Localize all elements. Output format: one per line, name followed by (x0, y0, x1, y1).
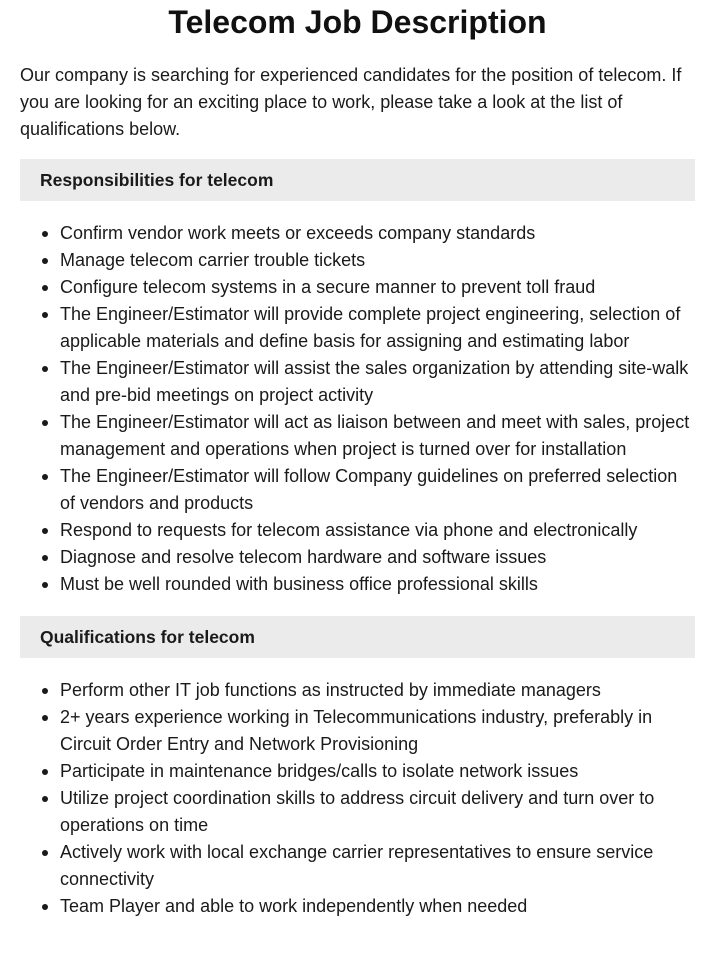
list-item: Configure telecom systems in a secure manner to prevent toll fraud (60, 274, 695, 301)
list-item: The Engineer/Estimator will assist the sales organization by attending site-walk and pre-bid meetings on project activity (60, 355, 695, 409)
list-item: Perform other IT job functions as instructed by immediate managers (60, 677, 695, 704)
list-item: Team Player and able to work independently when needed (60, 893, 695, 920)
responsibilities-heading: Responsibilities for telecom (20, 159, 695, 201)
list-item: Must be well rounded with business office professional skills (60, 571, 695, 598)
list-item: Manage telecom carrier trouble tickets (60, 247, 695, 274)
list-item: Actively work with local exchange carrier representatives to ensure service connectivity (60, 839, 695, 893)
list-item: Confirm vendor work meets or exceeds company standards (60, 220, 695, 247)
list-item: Participate in maintenance bridges/calls to isolate network issues (60, 758, 695, 785)
list-item: Respond to requests for telecom assistance via phone and electronically (60, 517, 695, 544)
qualifications-heading: Qualifications for telecom (20, 616, 695, 658)
list-item: Diagnose and resolve telecom hardware and software issues (60, 544, 695, 571)
qualifications-list (20, 677, 695, 920)
list-item: Utilize project coordination skills to address circuit delivery and turn over to operations on time (60, 785, 695, 839)
page-title: Telecom Job Description (168, 4, 547, 40)
list-item: 2+ years experience working in Telecommunications industry, preferably in Circuit Order Entry and Network Provisioning (60, 704, 695, 758)
responsibilities-list (20, 220, 695, 598)
list-item: The Engineer/Estimator will provide complete project engineering, selection of applicable materials and define basis for assigning and estimating labor (60, 301, 695, 355)
list-item: The Engineer/Estimator will follow Company guidelines on preferred selection of vendors and products (60, 463, 695, 517)
list-item: The Engineer/Estimator will act as liaison between and meet with sales, project management and operations when project is turned over for installation (60, 409, 695, 463)
intro-paragraph: Our company is searching for experienced candidates for the position of telecom. If you are looking for an exciting place to work, please take a look at the list of qualifications below. (20, 65, 682, 139)
